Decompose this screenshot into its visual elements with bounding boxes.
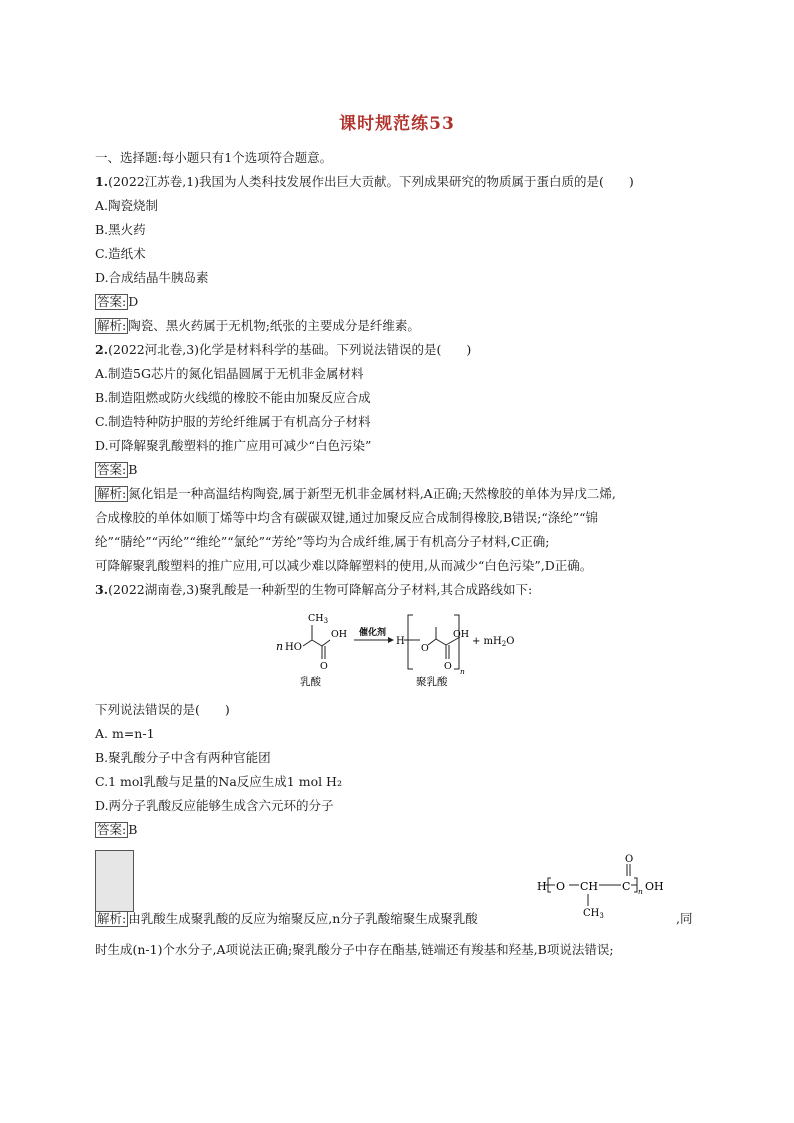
- label-lactic-acid: 乳酸: [300, 676, 321, 688]
- stem-text: (2022河北卷,3)化学是材料科学的基础。下列说法错误的是( ): [108, 342, 472, 357]
- analysis-tag: 解析:: [97, 486, 127, 501]
- formula-c: C: [622, 880, 631, 893]
- section-heading: 一、选择题:每小题只有1个选项符合题意。: [95, 150, 333, 165]
- ch3-label: $CH_3$: [308, 613, 329, 625]
- page-title: 课时规范练53: [339, 114, 455, 134]
- question-3-stem: [95, 582, 532, 598]
- o-ester-label: O: [421, 643, 429, 654]
- answer-value: B: [128, 462, 138, 477]
- catalyst-label: 催化剂: [359, 628, 387, 638]
- q2-option-a: A.制造5G芯片的氮化铝晶圆属于无机非金属材料: [95, 366, 364, 381]
- bond-4: [322, 640, 330, 646]
- q2-answer: [95, 462, 137, 478]
- q3-analysis-line-1-end: ,同: [676, 911, 693, 926]
- bond-8: [436, 639, 446, 645]
- q3-analysis-line-2: 时生成(n-1)个水分子,A项说法正确;聚乳酸分子中存在酯基,链端还有羧基和羟基,B项说法错误;: [95, 942, 614, 957]
- formula-h: H: [537, 880, 547, 893]
- q2-option-d: D.可降解聚乳酸塑料的推广应用可减少“白色污染”: [95, 438, 372, 453]
- q2-analysis-line-3: 纶”“腈纶”“丙纶”“维纶”“氯纶”“芳纶”等均为合成纤维,属于有机高分子材料,C正确;: [95, 534, 550, 549]
- q2-analysis-line-1: [95, 486, 616, 502]
- answer-tag: 答案:: [97, 462, 127, 477]
- q1-option-a: A.陶瓷烧制: [95, 198, 159, 213]
- q3-option-d: D.两分子乳酸反应能够生成含六元环的分子: [95, 798, 334, 813]
- reaction-arrow-head: [388, 637, 394, 643]
- o-label-left: O: [320, 661, 328, 672]
- bond-1: [303, 640, 312, 646]
- q3-answer: [95, 822, 137, 838]
- analysis-tag-box: [95, 850, 134, 912]
- q1-option-b: B.黑火药: [95, 222, 146, 237]
- analysis-text: 陶瓷、黑火药属于无机物;纸张的主要成分是纤维素。: [128, 318, 420, 333]
- analysis-text: 氮化铝是一种高温结构陶瓷,属于新型无机非金属材料,A正确;天然橡胶的单体为异戊二烯,: [128, 486, 616, 501]
- q2-option-b: B.制造阻燃或防火线缆的橡胶不能由加聚反应合成: [95, 390, 371, 405]
- subscript-n: n: [460, 667, 465, 676]
- coef-n: n: [276, 640, 284, 653]
- q3-question: 下列说法错误的是( ): [95, 702, 230, 717]
- q1-analysis: [95, 318, 420, 334]
- q1-option-c: C.造纸术: [95, 246, 146, 261]
- formula-oh: OH: [645, 880, 664, 893]
- water-label: + $mH_2O$: [472, 636, 515, 648]
- answer-tag: 答案:: [97, 294, 127, 309]
- q2-analysis-line-4: 可降解聚乳酸塑料的推广应用,可以减少难以降解塑料的使用,从而减少“白色污染”,D正确。: [95, 558, 593, 573]
- q2-option-c: C.制造特种防护服的芳纶纤维属于有机高分子材料: [95, 414, 371, 429]
- bond-6: [428, 639, 436, 645]
- question-number: 2.: [95, 342, 109, 357]
- question-1-stem: [95, 174, 634, 190]
- answer-value: B: [128, 822, 138, 837]
- bracket-right: [454, 615, 459, 669]
- analysis-text: 由乳酸生成聚乳酸的反应为缩聚反应,n分子乳酸缩聚生成聚乳酸: [128, 911, 478, 926]
- question-2-stem: [95, 342, 471, 358]
- formula-o-top: O: [625, 854, 634, 865]
- q3-option-b: B.聚乳酸分子中含有两种官能团: [95, 750, 271, 765]
- analysis-tag: 解析:: [97, 318, 127, 333]
- q3-analysis-line-1: [95, 911, 478, 927]
- formula-o: O: [556, 880, 566, 893]
- formula-ch: CH: [580, 880, 599, 893]
- oh-label-right: OH: [453, 629, 470, 640]
- question-number: 3.: [95, 582, 109, 597]
- label-polylactic-acid: 聚乳酸: [416, 676, 448, 688]
- synthesis-scheme: [270, 607, 540, 689]
- o-label-right: O: [444, 661, 452, 672]
- q1-option-d: D.合成结晶牛胰岛素: [95, 270, 209, 285]
- analysis-tag: 解析:: [97, 911, 127, 926]
- stem-text: (2022江苏卷,1)我国为人类科技发展作出巨大贡献。下列成果研究的物质属于蛋白质的是( ): [108, 174, 634, 189]
- q3-option-a: A. m=n-1: [95, 726, 155, 741]
- question-number: 1.: [95, 174, 109, 189]
- q3-option-c: C.1 mol乳酸与足量的Na反应生成1 mol H₂: [95, 774, 342, 789]
- answer-value: D: [128, 294, 139, 309]
- q1-answer: [95, 294, 138, 310]
- stem-text: (2022湖南卷,3)聚乳酸是一种新型的生物可降解高分子材料,其合成路线如下:: [108, 582, 533, 597]
- h-end-label: H: [396, 636, 405, 647]
- bond-3: [312, 640, 322, 646]
- oh-label-left: OH: [331, 629, 348, 640]
- formula-ch3: $CH_3$: [583, 908, 604, 920]
- formula-n: n: [638, 887, 643, 896]
- polylactic-acid-formula: [535, 850, 685, 920]
- q2-analysis-line-2: 合成橡胶的单体如顺丁烯等中均含有碳碳双键,通过加聚反应合成制得橡胶,B错误;“涤纶”“锦: [95, 510, 599, 525]
- bracket-left: [408, 615, 413, 669]
- answer-tag: 答案:: [97, 822, 127, 837]
- ho-label: HO: [285, 642, 302, 653]
